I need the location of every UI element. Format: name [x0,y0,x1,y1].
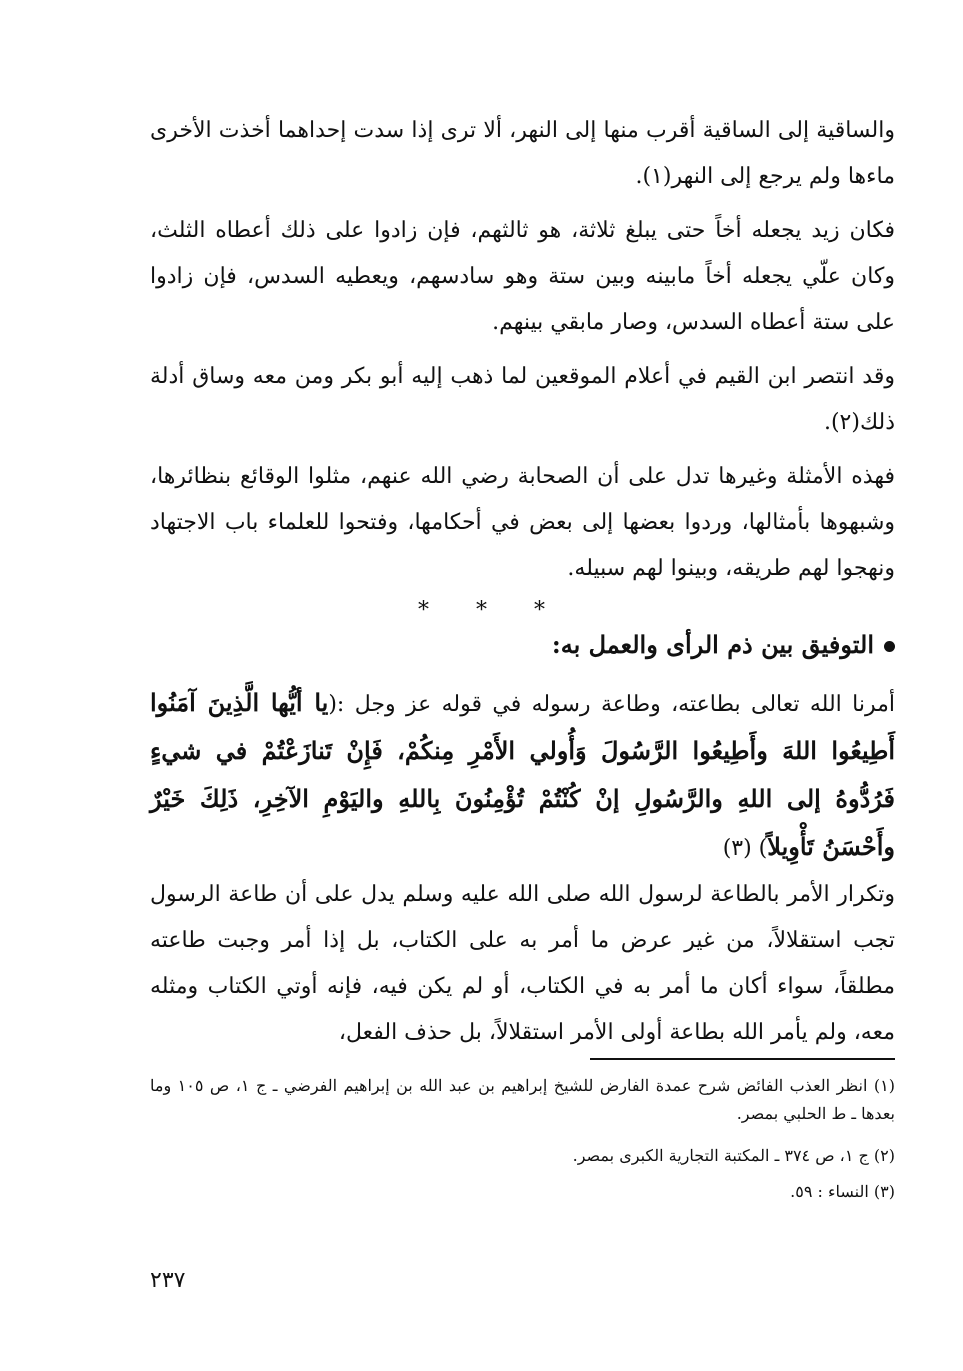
quran-verse: يا أيُّها الَّذِينَ آمَنُوا أَطِيعُوا اللهَ وأَطِيعُوا الرَّسُولَ وَأُولي الأَمْرِ مِنكُمْ، فَإِنْ تَنازَعْتُمْ في شيءٍ فَرُدُّوهُ إلى اللهِ والرَّسُولِ إنْ كُنْتُمْ تُؤْمِنُونَ بِاللهِ واليَوْمِ الآخِرِ، ذَلِكَ خَيْرٌ وأَحْسَنُ تَأْوِيلاً [150,688,895,861]
paragraph-6-text: وتكرار الأمر بالطاعة لرسول الله صلى الله عليه وسلم يدل على أن طاعة الرسول تجب استقلالاً، من غير عرض ما أمر به على الكتاب، بل إذا أمر وجبت طاعته مطلقاً، سواء أكان ما أمر به في الكتاب، أو لم يكن فيه، فإنه أوتي الكتاب ومثله معه، ولم يأمر الله بطاعة أولى الأمر استقلالاً، بل حذف الفعل، [150,882,895,1045]
paragraph-4 [150,454,895,592]
paragraph-3 [150,354,895,446]
section-divider-stars [0,598,963,623]
footnote-1: (١) انظر العذب الفائض شرح عمدة الفارض للشيخ إبراهيم بن عبد الله بن إبراهيم الفرضي ـ ج ١، ص ١٠٥ وما بعدها ـ ط الحلبي بمصر. [150,1076,895,1123]
section-heading-text: التوفيق بين ذم الرأى والعمل به: [551,630,874,659]
star-3: * [534,598,545,623]
section-heading [150,630,895,659]
paragraph-2 [150,208,895,346]
paragraph-5-text [150,680,895,872]
paragraph-3-text: وقد انتصر ابن القيم في أعلام الموقعين لما ذهب إليه أبو بكر ومن معه وساق أدلة ذلك(٢). [150,364,895,435]
paragraph-5-intro: أمرنا الله تعالى بطاعته، وطاعة رسوله في قوله عز وجل :( [328,692,896,717]
star-1: * [418,598,429,623]
paragraph-1-text: والساقية إلى الساقية أقرب منها إلى النهر، ألا ترى إذا سدت إحداهما أخذت الأخرى ماءها ولم يرجع إلى النهر(١). [150,118,895,189]
footnote-3: (٣) النساء : ٥٩. [790,1182,895,1201]
footnote-rule [590,1058,895,1060]
paragraph-5 [150,680,895,872]
paragraph-5-outro: ) (٣) [722,836,768,861]
star-2: * [476,598,487,623]
paragraph-6 [150,872,895,1056]
page-number: ٢٣٧ [150,1268,186,1293]
footnote-2: (٢) ج ١، ص ٣٧٤ ـ المكتبة التجارية الكبرى بمصر. [572,1146,895,1165]
paragraph-2-text: فكان زيد يجعله أخاً حتى يبلغ ثلاثة، هو ثالثهم، فإن زادوا على ذلك أعطاه الثلث، وكان علّي يجعله أخاً مابينه وبين ستة وهو سادسهم، ويعطيه السدس، فإن زادوا على ستة أعطاه السدس، وصار مابقي بينهم. [150,218,895,335]
paragraph-1 [150,108,895,200]
paragraph-4-text: فهذه الأمثلة وغيرها تدل على أن الصحابة رضي الله عنهم، مثلوا الوقائع بنظائرها، وشبهوها بأمثالها، وردوا بعضها إلى بعض في أحكامها، وفتحوا للعلماء باب الاجتهاد ونهجوا لهم طريقه، وبينوا لهم سبيله. [150,464,896,581]
bullet-icon [884,641,895,652]
